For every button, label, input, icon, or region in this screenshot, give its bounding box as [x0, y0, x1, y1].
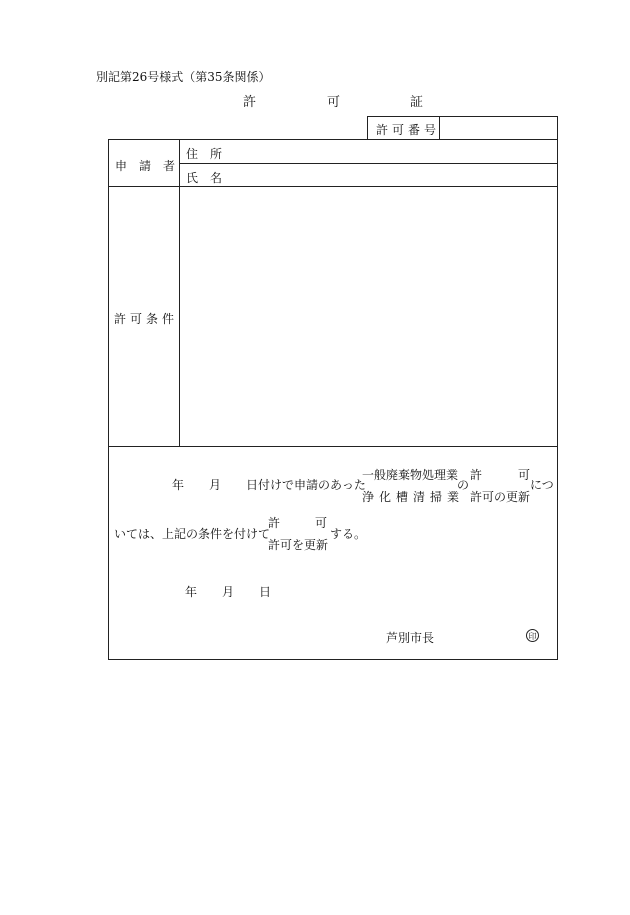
conditions-label: 許可条件	[114, 312, 179, 326]
permit2-renewal: 許可を更新	[268, 538, 329, 552]
statement-year: 年	[172, 478, 185, 492]
form-table	[108, 139, 558, 660]
date-year: 年	[185, 585, 198, 599]
address-name-divider	[179, 163, 557, 164]
date-month: 月	[222, 585, 235, 599]
issuer-title: 芦別市長	[386, 631, 435, 645]
statement-suru: する。	[330, 527, 367, 541]
statement-month: 月	[209, 478, 222, 492]
date-day: 日	[259, 585, 272, 599]
statement-line2-prefix: いては、上記の条件を付けて	[114, 527, 271, 541]
conditions-statement-divider	[108, 446, 558, 447]
permit-top-2: 可	[518, 468, 531, 482]
permit2-top-2: 可	[315, 516, 328, 530]
statement-ni-tsu: につ	[530, 478, 554, 492]
permit-number-label: 許可番号	[376, 123, 441, 137]
applicant-label: 申請者	[115, 159, 188, 173]
title-char-1: 許	[243, 95, 257, 110]
seal-mark: 印	[526, 629, 539, 642]
permit2-top-1: 許	[268, 516, 281, 530]
business-septic-cleaning: 浄化槽清掃業	[362, 490, 465, 504]
form-reference: 別記第26号様式（第35条関係）	[96, 70, 271, 84]
title-char-2: 可	[327, 95, 341, 110]
permit-renewal: 許可の更新	[470, 490, 531, 504]
statement-no: の	[457, 478, 470, 492]
address-label: 住所	[186, 147, 235, 161]
business-general-waste: 一般廃棄物処理業	[362, 468, 459, 482]
name-label: 氏名	[186, 171, 235, 185]
title-char-3: 証	[410, 95, 424, 110]
permit-top-1: 許	[470, 468, 483, 482]
statement-dated-applied: 日付けで申請のあった	[246, 478, 366, 492]
applicant-conditions-divider	[108, 186, 558, 187]
